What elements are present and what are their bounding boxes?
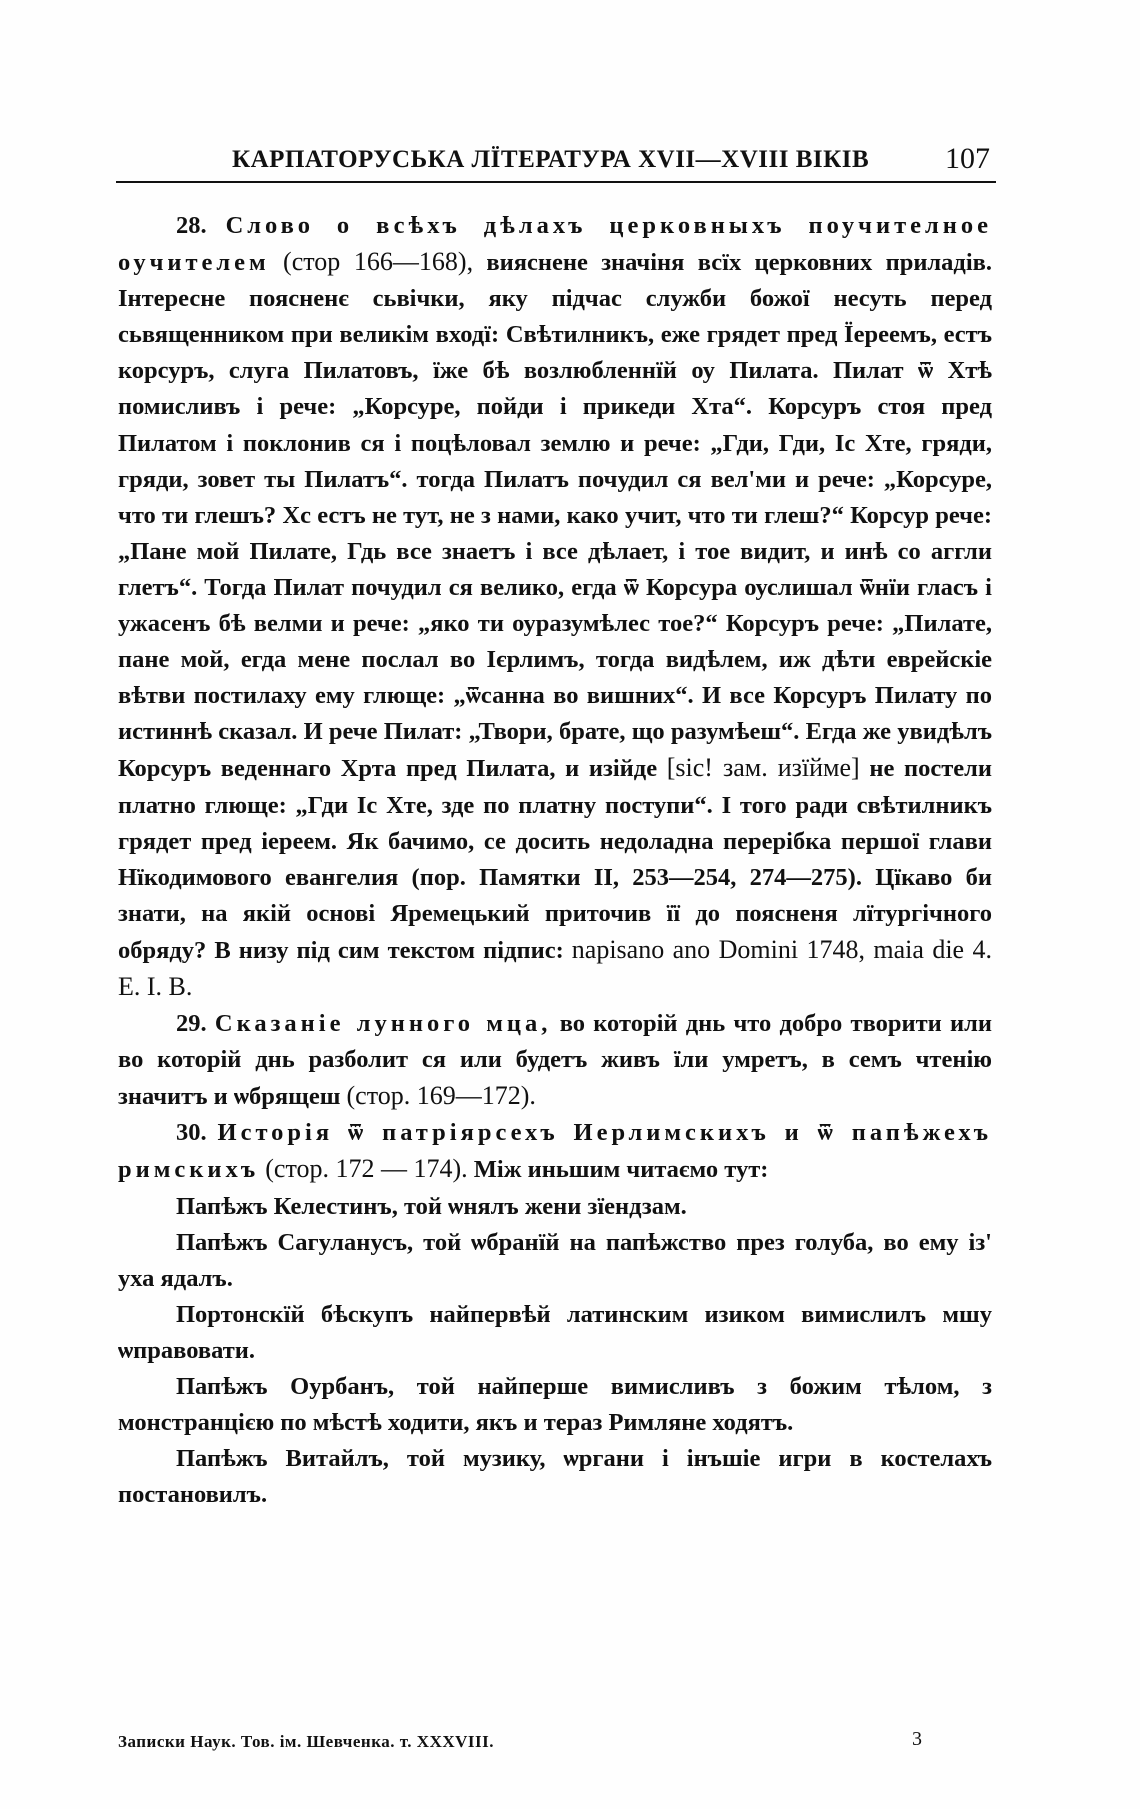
page-header — [116, 138, 996, 182]
quote-3: Портонскїй бѣскупъ найпервѣй латинским изиком вимислилъ мшу ѡправовати. — [118, 1300, 992, 1364]
entry-text-continued: не постели платно глюще: „Гди Іс Хте, зде по платну поступи“. І того ради свѣтилникъ грядет пред іереем. Як бачимо, се досить недоладна перерібка першої глави Нїкодимового евангелия (пор. Памятки II, 253—254, 274—275). Цїкаво би знати, на якій основі Яремецький приточив її до поясненя лїтургічного обряду? В низу під сим текстом підпис: — [118, 755, 993, 964]
editorial-note: [sic! зам. изїйме] — [666, 753, 860, 783]
entry-number: 30. — [176, 1119, 207, 1147]
quote-5: Папѣжъ Витайлъ, той музику, ѡргани і інъшіе игри в костелахъ постановилъ. — [118, 1445, 992, 1509]
signature-mark: 3 — [912, 1728, 922, 1750]
entry-30 — [118, 1115, 992, 1188]
entry-text: вияснене значіня всїх церковних приладів. Інтересне поясненє сьвічки, яку підчас служби божої несуть перед сьвященником при великім входї: Свѣтилникъ, еже грядет пред Їереемъ, естъ корсуръ, слуга Пилатовъ, їже бѣ возлюбленнїй оу Пилата. Пилат ѿ Хтѣ помисливъ і рече: „Корсуре, пойди і прикеди Хта“. Корсуръ стоя пред Пилатом і поклонив ся і поцѣловал землю и рече: „Гди, Гди, Іс Хте, гряди, гряди, зовет ты Пилатъ“. тогда Пилатъ почудил ся вел'ми и рече: „Корсуре, что ти глешъ? Хс естъ не тут, не з нами, како учит, что ти глеш?“ Корсур рече: „Пане мой Пилате, Гдь все знаетъ і все дѣлает, і тое видит, и инѣ со аггли глетъ“. Тогда Пилат почудил ся велико, егда ѿ Корсура оуслишал ѿнїи гласъ і ужасенъ бѣ велми и рече: „яко ти оуразумѣлес тое?“ Корсуръ рече: „Пилате, пане мой, егда мене послал во Ієрлимъ, тогда видѣлем, иж дѣти еврейскіе вѣтви постилаху ему глюще: „ѿсанна во вишниx“. И все Корсуръ Пилату по истиннѣ сказал. И рече Пилат: „Твори, брате, що разумѣеш“. Егда же увидѣлъ Корсуръ веденнаго Хрта пред Пилата, и изійде — [118, 249, 992, 783]
quote-4: Папѣжъ Оурбанъ, той найперше вимисливъ з божим тѣлом, з монстранцією по мѣстѣ ходити, якъ и тераз Римляне ходятъ. — [118, 1373, 992, 1437]
quote-1: Папѣжъ Келестинъ, той ѡнялъ жени зїендзам. — [176, 1192, 687, 1220]
footer-signature: Записки Наук. Тов. ім. Шевченка. т. XXXVIII. — [118, 1732, 495, 1751]
entry-text: во которій днь что добро творити или во которій днь разболит ся или будетъ живъ їли умретъ, в семъ чтенію значитъ и ѡбрящеш — [118, 1010, 993, 1111]
entry-title: Слово о всѣхъ дѣлахъ церковныхъ поучителное оучителем — [118, 212, 992, 277]
entry-title: Исторія ѿ патріярсехъ Иерлимскихъ и ѿ папѣжехъ римскихъ — [118, 1119, 992, 1184]
main-text — [118, 208, 992, 1513]
page-footer — [118, 1728, 992, 1762]
entry-title: Сказаніе лунного мца, — [214, 1010, 552, 1038]
inscription: napisano ano Domini 1748, maia die 4. E. I. B. — [118, 934, 993, 1001]
entry-source: (стор. 169—172). — [346, 1081, 536, 1111]
entry-number: 28. — [176, 212, 207, 239]
quote-2: Папѣжъ Сагуланусъ, той ѡбранїй на папѣжство през голуба, во ему із' уха ядалъ. — [118, 1228, 992, 1292]
header-rule — [116, 181, 996, 183]
entry-number: 29. — [176, 1010, 207, 1038]
entry-source: (стор. 172 — 174). — [265, 1154, 468, 1184]
entry-source: (стор 166—168), — [283, 247, 474, 277]
page-number: 107 — [945, 142, 990, 175]
entry-29 — [118, 1006, 992, 1115]
running-title: КАРПАТОРУСЬКА ЛЇТЕРАТУРА XVII—XVIII ВІКІВ — [232, 146, 870, 173]
entry-28 — [118, 208, 992, 1006]
entry-text: Між иньшим читаємо тут: — [473, 1156, 769, 1184]
